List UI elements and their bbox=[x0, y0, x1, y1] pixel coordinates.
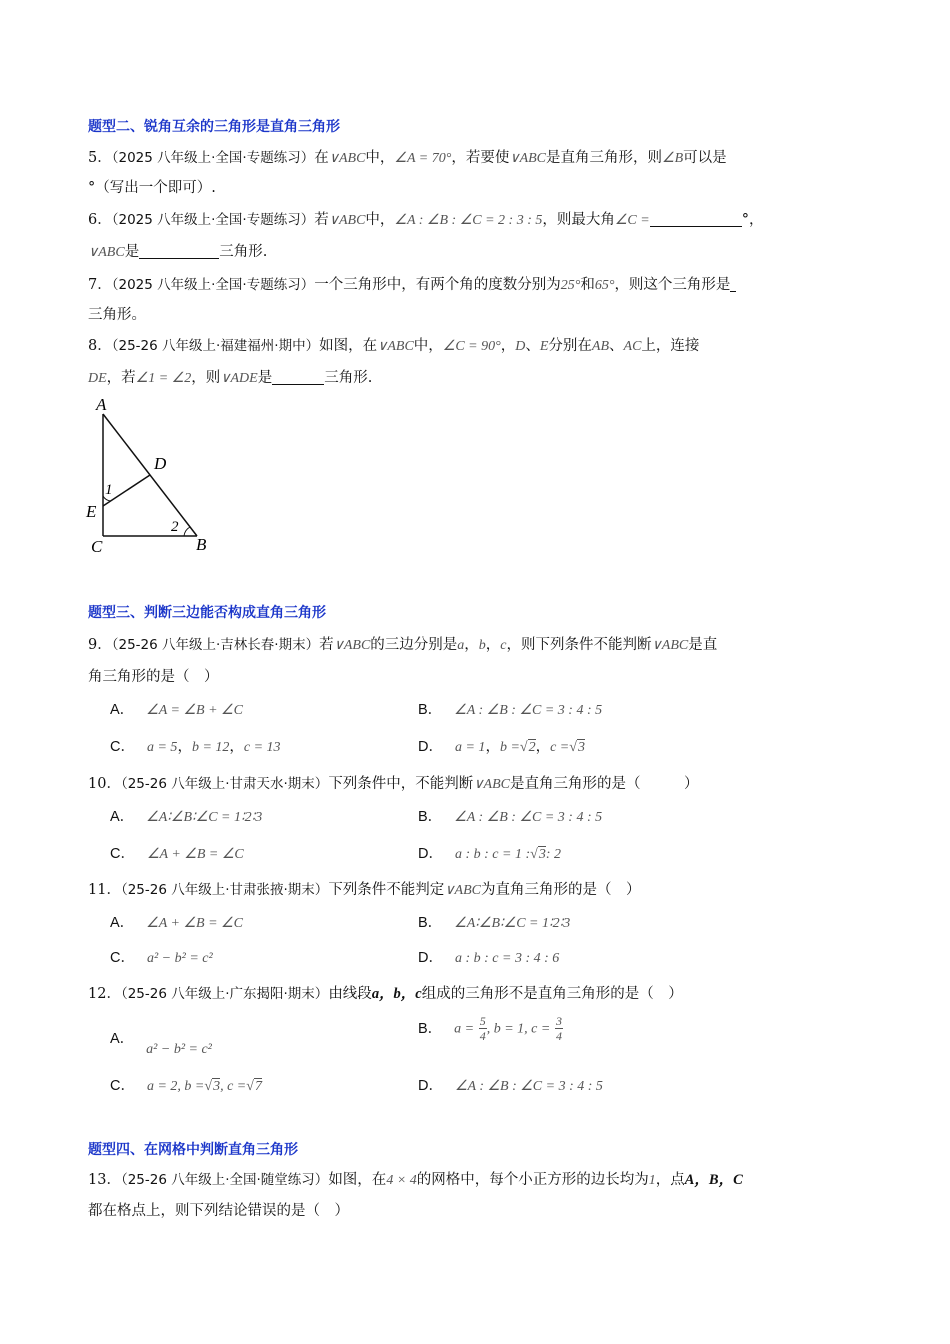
answer-blank[interactable] bbox=[650, 212, 742, 227]
q10-option-c[interactable]: C． ∠A + ∠B = ∠C bbox=[110, 846, 244, 862]
angle-2-arc bbox=[184, 527, 190, 536]
question-8-line-2: DE，若∠1 = ∠2，则∨ADE是 三角形. bbox=[88, 370, 373, 386]
fraction: $\frac{5}{4}$ bbox=[479, 1014, 486, 1043]
answer-blank[interactable] bbox=[730, 277, 736, 292]
question-10-line-1: 10．（25-26 八年级上·甘肃天水·期末）下列条件中，不能判断∨ABC是直角三角形的是（ ） bbox=[88, 776, 699, 792]
fraction: $\frac{3}{4}$ bbox=[555, 1014, 562, 1043]
q12-option-b[interactable]: B． a = $\frac{5}{4}$ , b = 1, c = $\frac{3}{4}$ bbox=[418, 1014, 562, 1043]
q11-option-b[interactable]: B． ∠A∶∠B∶∠C = 1∶2∶3 bbox=[418, 915, 571, 931]
q11-option-a[interactable]: A． ∠A + ∠B = ∠C bbox=[110, 915, 243, 931]
answer-blank[interactable] bbox=[272, 370, 324, 385]
q10-option-a[interactable]: A． ∠A∶∠B∶∠C = 1∶2∶3 bbox=[110, 809, 263, 825]
section-title-4: 题型四、在网格中判断直角三角形 bbox=[88, 1142, 298, 1158]
question-9-line-1: 9．（25-26 八年级上·吉林长春·期末）若∨ABC的三边分别是a，b，c，则下列条件不能判断∨ABC是直 bbox=[88, 637, 718, 653]
question-6-line-1: 6．（2025 八年级上·全国·专题练习）若∨ABC中，∠A : ∠B : ∠C = 2 : 3 : 5，则最大角∠C = °， bbox=[88, 212, 764, 228]
label-b: B bbox=[196, 535, 207, 554]
answer-blank[interactable] bbox=[139, 244, 219, 259]
q12-option-a[interactable]: A．a² − b² = c² bbox=[110, 1031, 212, 1057]
label-angle-1: 1 bbox=[105, 482, 113, 498]
q11-option-d[interactable]: D． a : b : c = 3 : 4 : 6 bbox=[418, 950, 560, 966]
label-d: D bbox=[154, 454, 167, 473]
q12-option-d[interactable]: D． ∠A : ∠B : ∠C = 3 : 4 : 5 bbox=[418, 1078, 603, 1094]
label-e: E bbox=[86, 502, 97, 521]
question-7-line-2: 三角形。 bbox=[88, 307, 146, 323]
label-angle-2: 2 bbox=[171, 519, 179, 535]
question-7-line-1: 7．（2025 八年级上·全国·专题练习）一个三角形中，有两个角的度数分别为25°和65°，则这个三角形是 bbox=[88, 273, 736, 294]
question-6-line-2: ∨ABC是 三角形. bbox=[88, 244, 268, 260]
q10-option-d[interactable]: D． a : b : c = 1 :√3: 2 bbox=[418, 846, 561, 862]
question-11-line-1: 11．（25-26 八年级上·甘肃张掖·期末）下列条件不能判定∨ABC为直角三角形的是（ ） bbox=[88, 882, 641, 898]
triangle-figure bbox=[80, 392, 220, 562]
q9-option-a[interactable]: A． ∠A = ∠B + ∠C bbox=[110, 702, 243, 718]
question-5-line-1: 5．（2025 八年级上·全国·专题练习）在∨ABC中，∠A = 70°，若要使∨ABC是直角三角形，则∠B可以是 bbox=[88, 150, 727, 166]
section-title-3: 题型三、判断三边能否构成直角三角形 bbox=[88, 605, 326, 621]
question-13-line-1: 13．（25-26 八年级上·全国·随堂练习）如图，在4 × 4的网格中，每个小正方形的边长均为1，点A，B，C bbox=[88, 1172, 743, 1188]
q12-option-c[interactable]: C． a = 2, b =√3, c =√7 bbox=[110, 1078, 262, 1094]
q11-option-c[interactable]: C． a² − b² = c² bbox=[110, 950, 213, 966]
label-a: A bbox=[96, 395, 107, 414]
q9-option-c[interactable]: C． a = 5，b = 12，c = 13 bbox=[110, 739, 281, 755]
question-12-line-1: 12．（25-26 八年级上·广东揭阳·期末）由线段a，b，c组成的三角形不是直角三角形的是（ ） bbox=[88, 986, 683, 1002]
question-13-line-2: 都在格点上，则下列结论错误的是（ ） bbox=[88, 1203, 349, 1219]
label-c: C bbox=[91, 537, 103, 556]
question-5-line-2: °（写出一个即可）. bbox=[88, 180, 216, 196]
q9-option-b[interactable]: B． ∠A : ∠B : ∠C = 3 : 4 : 5 bbox=[418, 702, 603, 718]
section-title-2: 题型二、锐角互余的三角形是直角三角形 bbox=[88, 119, 340, 135]
q9-option-d[interactable]: D． a = 1，b =√2，c =√3 bbox=[418, 739, 585, 755]
question-9-line-2: 角三角形的是（ ） bbox=[88, 669, 219, 685]
question-8-line-1: 8．（25-26 八年级上·福建福州·期中）如图，在∨ABC中，∠C = 90°，D、E分别在AB、AC上，连接 bbox=[88, 338, 700, 354]
q10-option-b[interactable]: B． ∠A : ∠B : ∠C = 3 : 4 : 5 bbox=[418, 809, 603, 825]
